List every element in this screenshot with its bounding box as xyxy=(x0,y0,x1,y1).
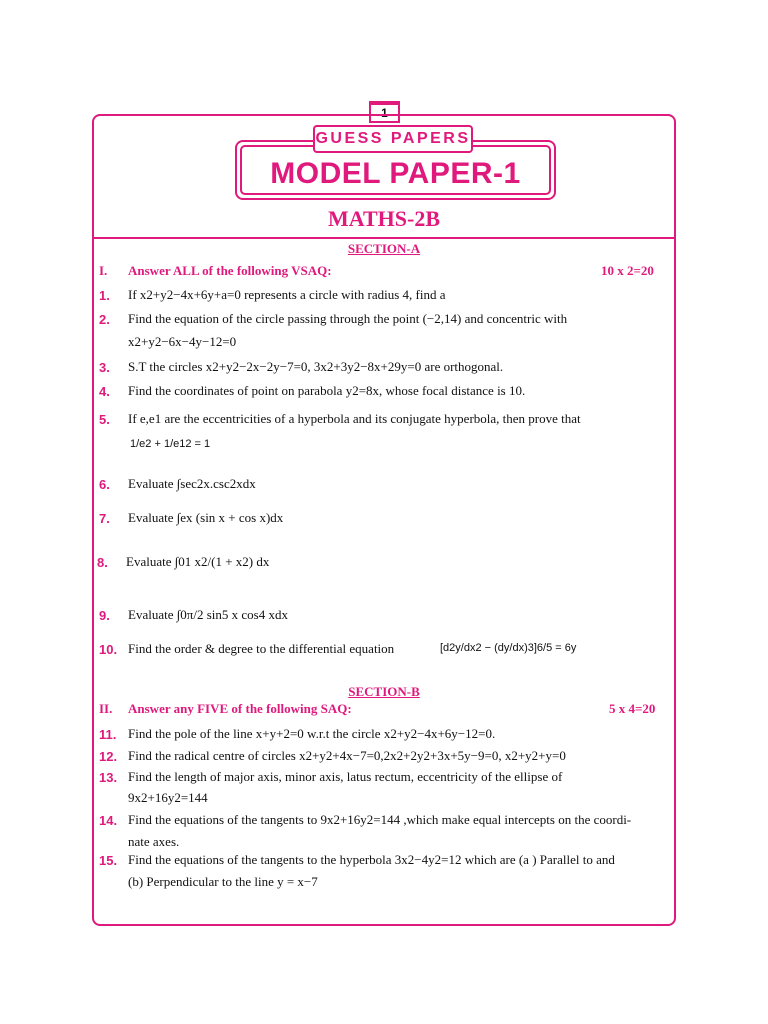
model-paper-title: MODEL PAPER-1 xyxy=(270,157,521,190)
question-number: 6. xyxy=(99,477,110,492)
question-text: Find the coordinates of point on parabola y2=8x, whose focal distance is 10. xyxy=(128,383,526,398)
section-b-heading: SECTION-B xyxy=(348,684,420,699)
question-text: If x2+y2−4x+6y+a=0 represents a circle with radius 4, find a xyxy=(128,287,446,302)
question-text: Evaluate ∫ex (sin x + cos x)dx xyxy=(128,510,284,525)
question-text: Find the equation of the circle passing through the point (−2,14) and concentric with xyxy=(128,311,568,326)
subject-title: MATHS-2B xyxy=(327,206,441,231)
question-text: Evaluate ∫sec2x.csc2xdx xyxy=(128,476,256,491)
section-b-marks: 5 x 4=20 xyxy=(609,701,656,716)
question-number: 10. xyxy=(99,642,118,657)
question-text: Find the order & degree to the differential equation xyxy=(128,641,395,656)
question-continuation: (b) Perpendicular to the line y = x−7 xyxy=(128,874,318,889)
question-continuation: 9x2+16y2=144 xyxy=(128,790,208,805)
question-formula: [d2y/dx2 − (dy/dx)3]6/5 = 6y xyxy=(440,642,577,654)
question-number: 9. xyxy=(99,608,110,623)
section-a-heading: SECTION-A xyxy=(347,241,421,256)
question-number: 7. xyxy=(99,511,110,526)
question-number: 8. xyxy=(97,555,108,570)
question-continuation: x2+y2−6x−4y−12=0 xyxy=(128,334,237,349)
section-a-instruction: Answer ALL of the following VSAQ: xyxy=(128,263,332,278)
section-b-instruction: Answer any FIVE of the following SAQ: xyxy=(128,701,352,716)
question-number: 4. xyxy=(99,384,110,399)
question-number: 14. xyxy=(99,813,118,828)
page-number: 1 xyxy=(369,101,400,123)
question-number: 15. xyxy=(99,853,118,868)
question-continuation: nate axes. xyxy=(128,834,180,849)
section-b-roman: II. xyxy=(99,701,113,716)
question-number: 3. xyxy=(99,360,110,375)
question-text: If e,e1 are the eccentricities of a hyperbola and its conjugate hyperbola, then prove that xyxy=(128,411,581,426)
question-number: 12. xyxy=(99,749,118,764)
question-formula: 1/e2 + 1/e12 = 1 xyxy=(130,438,211,450)
guess-papers-banner: GUESS PAPERS xyxy=(313,125,473,153)
question-text: Find the length of major axis, minor axis, latus rectum, eccentricity of the ellipse of xyxy=(128,769,563,784)
header-divider xyxy=(92,237,676,239)
question-number: 1. xyxy=(99,288,110,303)
question-text: Evaluate ∫0π/2 sin5 x cos4 xdx xyxy=(128,607,288,622)
question-text: Find the equations of the tangents to the hyperbola 3x2−4y2=12 which are (a ) Parallel to and xyxy=(128,852,615,867)
question-text: Find the radical centre of circles x2+y2+4x−7=0,2x2+2y2+3x+5y−9=0, x2+y2+y=0 xyxy=(128,748,566,763)
question-text: Evaluate ∫01 x2/(1 + x2) dx xyxy=(126,554,270,569)
question-number: 5. xyxy=(99,412,110,427)
section-a-marks: 10 x 2=20 xyxy=(601,263,654,278)
question-number: 13. xyxy=(99,770,118,785)
question-text: Find the pole of the line x+y+2=0 w.r.t the circle x2+y2−4x+6y−12=0. xyxy=(128,726,496,741)
question-number: 11. xyxy=(99,727,117,742)
question-text: S.T the circles x2+y2−2x−2y−7=0, 3x2+3y2−8x+29y=0 are orthogonal. xyxy=(128,359,504,374)
section-a-roman: I. xyxy=(99,263,108,278)
question-text: Find the equations of the tangents to 9x2+16y2=144 ,which make equal intercepts on the coordi- xyxy=(128,812,632,827)
question-number: 2. xyxy=(99,312,110,327)
